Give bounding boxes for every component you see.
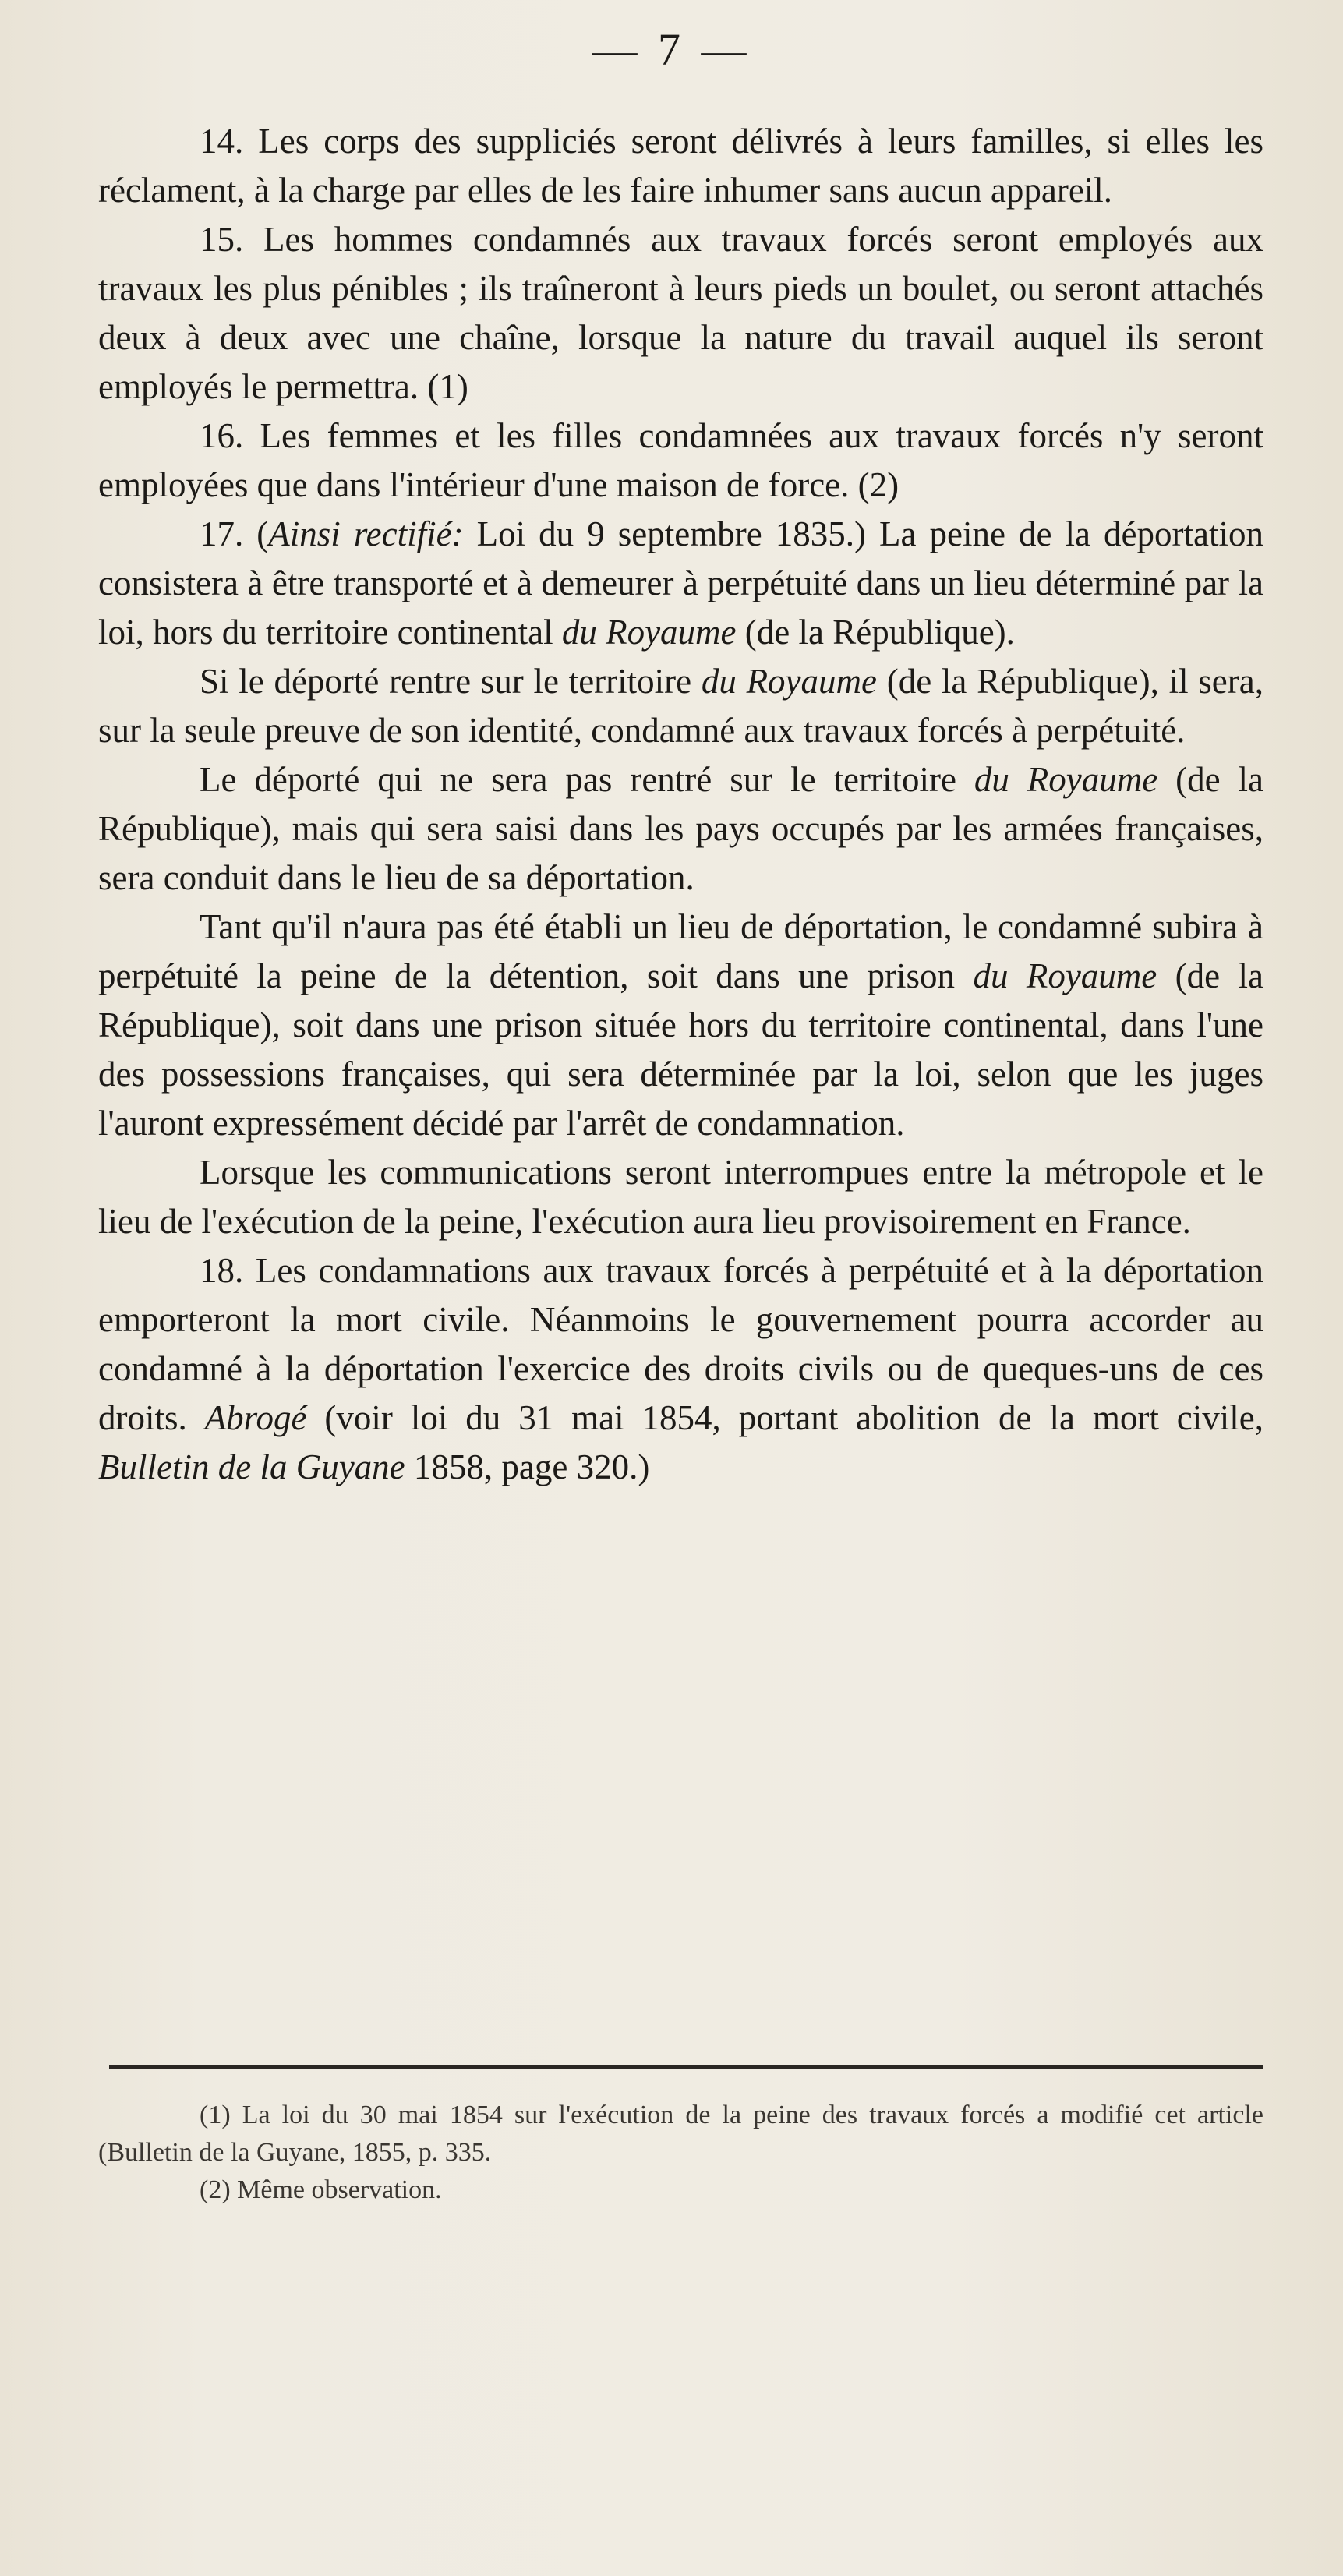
footnotes — [98, 2097, 1263, 2209]
text-segment: 14. Les corps des suppliciés seront délivrés à leurs familles, si elles les réclament, à la charge par elles de les faire inhumer sans aucun appareil. — [98, 122, 1263, 210]
footnote-rule — [109, 2065, 1263, 2069]
text-segment: (de la République), mais qui sera saisi dans les pays occupés par les armées françaises, sera conduit dans le lieu de sa déportation. — [98, 760, 1264, 897]
body-text — [98, 117, 1263, 1492]
footnote-fn2: (2) Même observation. — [200, 2175, 442, 2204]
italic-text: Ainsi rectifié: — [268, 514, 464, 553]
italic-text: du Royaume — [701, 662, 878, 701]
text-segment: 1858, page 320.) — [405, 1447, 650, 1486]
text-segment: 18. Les condamnations aux travaux forcés à perpétuité et à la déportation emporteront la mort civile. Néanmoins le gouvernement pourra accorder au condamné à la déportation l'exercice des droits civils ou de queques-uns de ces droits. — [98, 1251, 1263, 1437]
paragraph-art16 — [98, 412, 1263, 510]
page-number: — 7 — — [592, 24, 751, 75]
text-segment: (de la République). — [736, 613, 1015, 652]
text-segment: Lorsque les communications seront interrompues entre la métropole et le lieu de l'exécution de la peine, l'exécution aura lieu provisoirement en France. — [98, 1153, 1263, 1241]
italic-text: Bulletin de la Guyane — [98, 1447, 405, 1486]
text-segment: Le déporté qui ne sera pas rentré sur le territoire — [200, 760, 974, 799]
paragraph-art17e — [98, 1148, 1263, 1246]
footnote-fn1: (1) La loi du 30 mai 1854 sur l'exécution de la peine des travaux forcés a modifié cet article (Bulletin de la Guyane, 1855, p. 335. — [98, 2101, 1263, 2167]
paragraph-art17d — [98, 903, 1263, 1148]
paragraph-art14 — [98, 117, 1263, 215]
italic-text: Abrogé — [204, 1398, 307, 1437]
italic-text: du Royaume — [973, 956, 1157, 995]
italic-text: du Royaume — [974, 760, 1158, 799]
text-segment: (voir loi du 31 mai 1854, portant abolition de la mort civile, — [306, 1398, 1263, 1437]
italic-text: du Royaume — [561, 613, 737, 652]
text-segment: (de la République), il sera, sur la seule preuve de son identité, condamné aux travaux forcés à perpétuité. — [98, 662, 1263, 750]
paragraph-art15 — [98, 215, 1263, 412]
paragraph-art17c — [98, 755, 1263, 903]
text-segment: 16. Les femmes et les filles condamnées aux travaux forcés n'y seront employées que dans l'intérieur d'une maison de force. (2) — [98, 416, 1263, 504]
text-segment: (de la République), soit dans une prison située hors du territoire continental, dans l'une des possessions françaises, qui sera déterminée par la loi, selon que les juges l'auront expressément décidé par l'arrêt de condamnation. — [98, 956, 1264, 1143]
text-segment: Loi du 9 septembre 1835.) La peine de la déportation consistera à être transporté et à demeurer à perpétuité dans un lieu déterminé par la loi, hors du territoire continental — [98, 514, 1263, 652]
paragraph-art17b — [98, 657, 1263, 755]
text-segment: 17. ( — [200, 514, 269, 553]
text-segment: 15. Les hommes condamnés aux travaux forcés seront employés aux travaux les plus pénibles ; ils traîneront à leurs pieds un boulet, ou seront attachés deux à deux avec une chaîne, lorsque la nature du travail auquel ils seront employés le permettra. (1) — [98, 220, 1263, 406]
text-segment: Tant qu'il n'aura pas été établi un lieu de déportation, le condamné subira à perpétuité la peine de la détention, soit dans une prison — [98, 907, 1263, 995]
paragraph-art18 — [98, 1246, 1263, 1492]
paragraph-art17 — [98, 510, 1263, 657]
text-segment: Si le déporté rentre sur le territoire — [200, 662, 702, 701]
